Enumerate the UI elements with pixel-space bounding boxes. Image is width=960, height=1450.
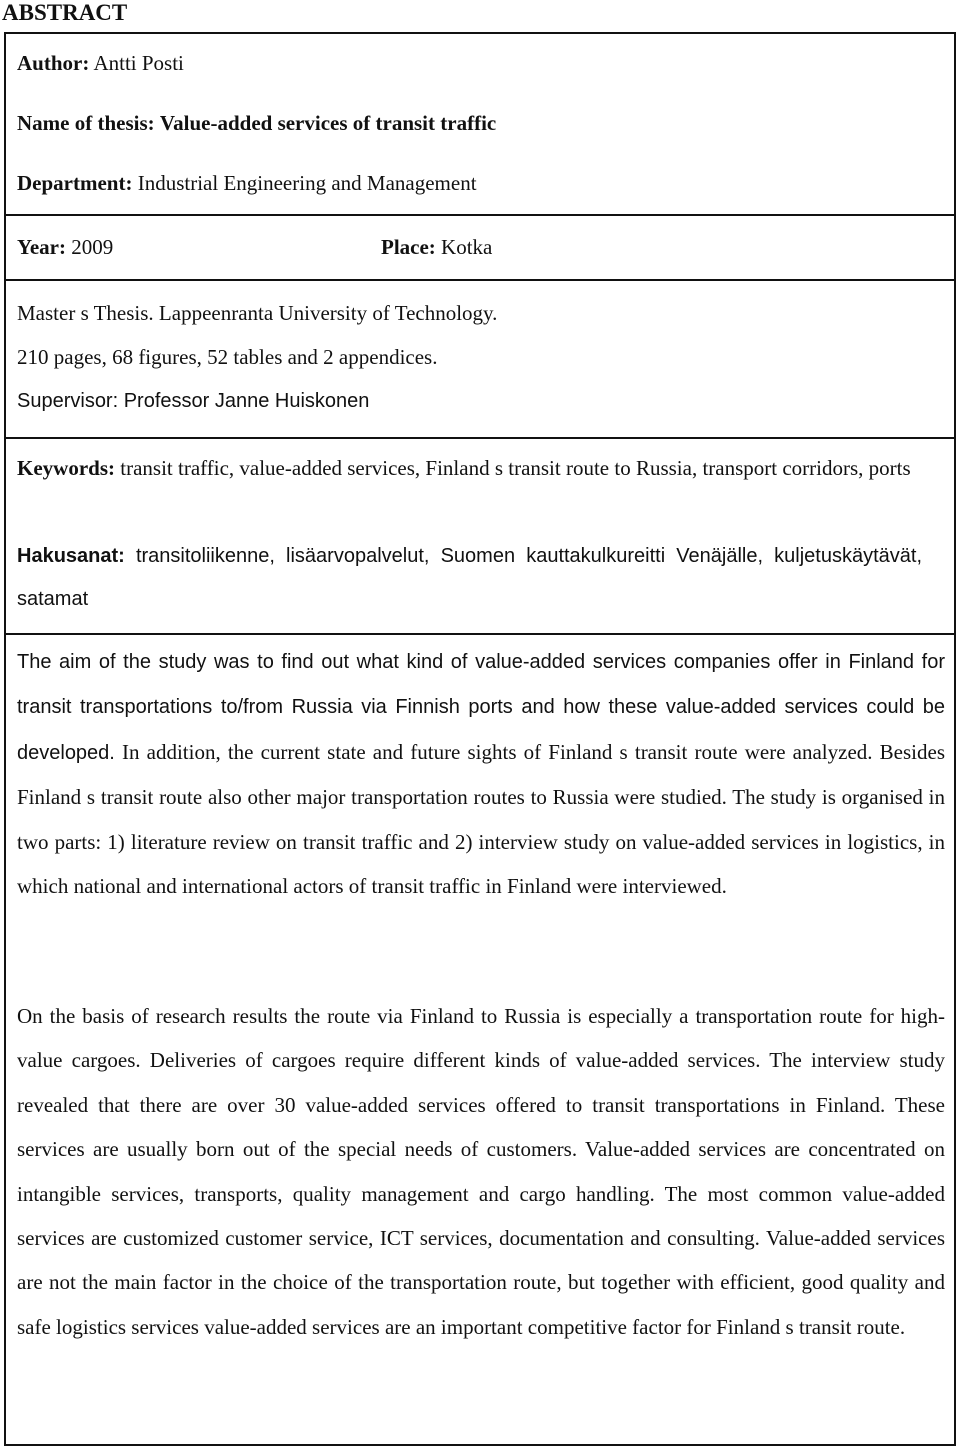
meta-line-1: Master s Thesis. Lappeenranta University of Technology. <box>17 301 498 325</box>
hakusanat-value: transitoliikenne, lisäarvopalvelut, Suomen kauttakulkureitti Venäjälle, kuljetuskäytävät, satamat <box>17 545 922 610</box>
department-row <box>17 170 477 196</box>
department-value: Industrial Engineering and Management <box>137 171 477 195</box>
hakusanat-label: Hakusanat: <box>17 545 125 567</box>
divider <box>6 214 954 216</box>
place-value: Kotka <box>441 235 493 259</box>
keywords-block <box>17 447 922 490</box>
hakusanat-block <box>17 535 922 621</box>
divider <box>6 437 954 439</box>
year-label: Year: <box>17 235 66 259</box>
place-field <box>381 234 492 260</box>
abstract-form-box <box>4 32 956 1446</box>
abstract-paragraph-1 <box>17 639 945 908</box>
place-label: Place: <box>381 235 436 259</box>
thesis-value: Value-added services of transit traffic <box>159 111 497 135</box>
supervisor-line: Supervisor: Professor Janne Huiskonen <box>17 390 370 412</box>
abstract-heading: ABSTRACT <box>2 0 128 25</box>
year-value: 2009 <box>71 235 114 259</box>
divider <box>6 633 954 635</box>
abstract-paragraph-2: On the basis of research results the route via Finland to Russia is especially a transportation route for high-value cargoes. Deliveries of cargoes require different kinds of value-added services. The interview study revealed that there are over 30 value-added services offered to transit transportations in Finland. These services are usually born out of the special needs of customers. Value-added services are concentrated on intangible services, transports, quality management and cargo handling. The most common value-added services are customized customer service, ICT services, documentation and consulting. Value-added services are not the main factor in the choice of the transportation route, but together with efficient, good quality and safe logistics services value-added services are an important competitive factor for Finland s transit route. <box>17 1004 945 1339</box>
paragraph-1-rest: In addition, the current state and future sights of Finland s transit route were analyzed. Besides Finland s transit route also other major transportation routes to Russia were studied. The study is organised in two parts: 1) literature review on transit traffic and 2) interview study on value-added services in logistics, in which national and international actors of transit traffic in Finland were interviewed. <box>17 739 945 899</box>
author-row <box>17 50 184 76</box>
department-label: Department: <box>17 171 133 195</box>
author-label: Author: <box>17 51 90 75</box>
paragraph-1-intro: The aim of the study was to find out what kind of value-added services companies offer in Finland for transit transportations to/from Russia via Finnish ports and how these value-added services could be developed. <box>17 651 945 764</box>
meta-line-2: 210 pages, 68 figures, 52 tables and 2 appendices. <box>17 345 438 369</box>
keywords-value: transit traffic, value-added services, Finland s transit route to Russia, transport corridors, ports <box>120 456 911 480</box>
divider <box>6 279 954 281</box>
author-value: Antti Posti <box>93 51 184 75</box>
thesis-label: Name of thesis: <box>17 111 155 135</box>
year-place-row <box>17 234 917 260</box>
thesis-row <box>17 110 496 136</box>
keywords-label: Keywords: <box>17 456 115 480</box>
